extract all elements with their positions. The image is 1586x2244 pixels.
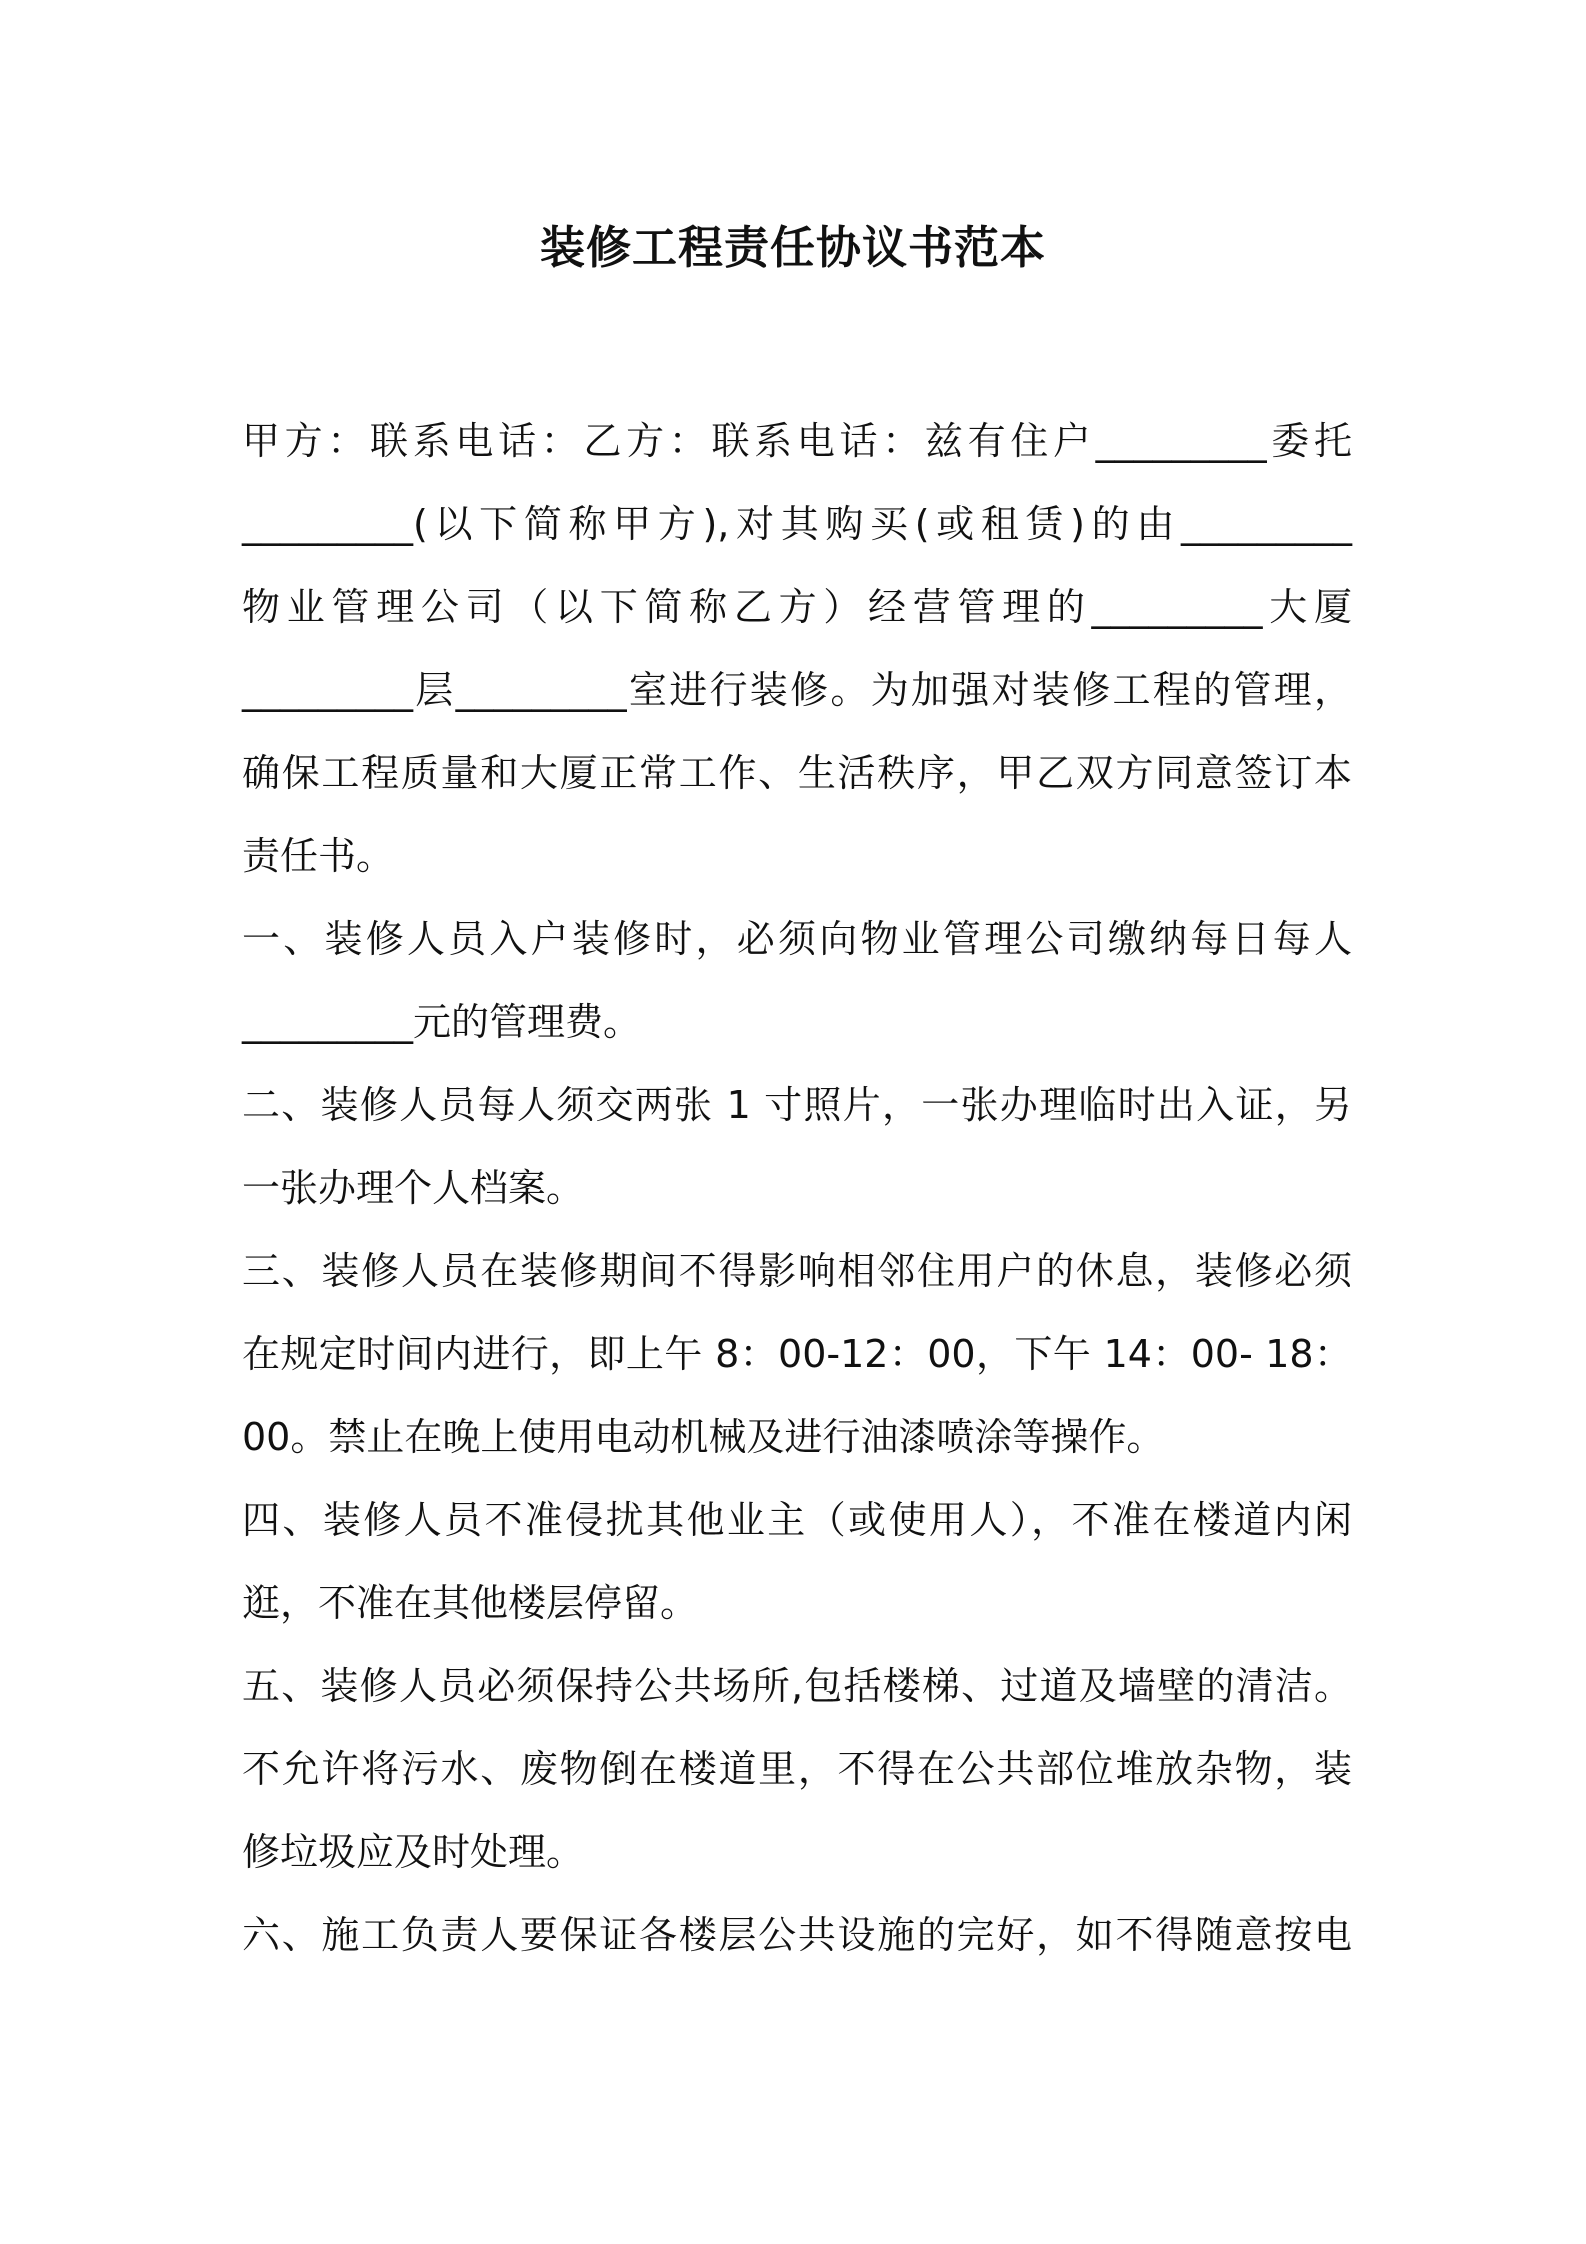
text-line: _________层_________室进行装修。为加强对装修工程的管理， [242, 668, 1352, 712]
text-line: _________元的管理费。 [242, 1000, 642, 1044]
text-line: 二、装修人员每人须交两张 1 寸照片，一张办理临时出入证，另 [242, 1083, 1352, 1127]
text-line: 责任书。 [242, 834, 395, 878]
text-line: 00。禁止在晚上使用电动机械及进行油漆喷涂等操作。 [242, 1415, 1165, 1459]
text-line: 物业管理公司（以下简称乙方）经营管理的_________大厦 [242, 585, 1352, 629]
text-line: 不允许将污水、废物倒在楼道里，不得在公共部位堆放杂物，装 [242, 1747, 1352, 1791]
text-line: 四、装修人员不准侵扰其他业主（或使用人），不准在楼道内闲 [242, 1498, 1352, 1542]
text-line: 在规定时间内进行，即上午 8：00-12：00，下午 14：00- 18： [242, 1332, 1352, 1376]
document-body [242, 400, 1352, 1977]
text-line: 一、装修人员入户装修时，必须向物业管理公司缴纳每日每人 [242, 917, 1352, 961]
document-title: 装修工程责任协议书范本 [539, 221, 1046, 274]
text-line: 修垃圾应及时处理。 [242, 1830, 585, 1874]
text-line: 三、装修人员在装修期间不得影响相邻住用户的休息，装修必须 [242, 1249, 1352, 1293]
text-line: 逛，不准在其他楼层停留。 [242, 1581, 699, 1625]
text-line: 甲方：联系电话：乙方：联系电话：兹有住户_________委托 [242, 419, 1352, 463]
text-line: 五、装修人员必须保持公共场所,包括楼梯、过道及墙壁的清洁。 [242, 1664, 1352, 1708]
text-line: 一张办理个人档案。 [242, 1166, 585, 1210]
text-line: 六、施工负责人要保证各楼层公共设施的完好，如不得随意按电 [242, 1913, 1352, 1957]
text-line: 确保工程质量和大厦正常工作、生活秩序，甲乙双方同意签订本 [242, 751, 1352, 795]
text-line: _________(以下简称甲方),对其购买(或租赁)的由_________ [242, 502, 1352, 546]
